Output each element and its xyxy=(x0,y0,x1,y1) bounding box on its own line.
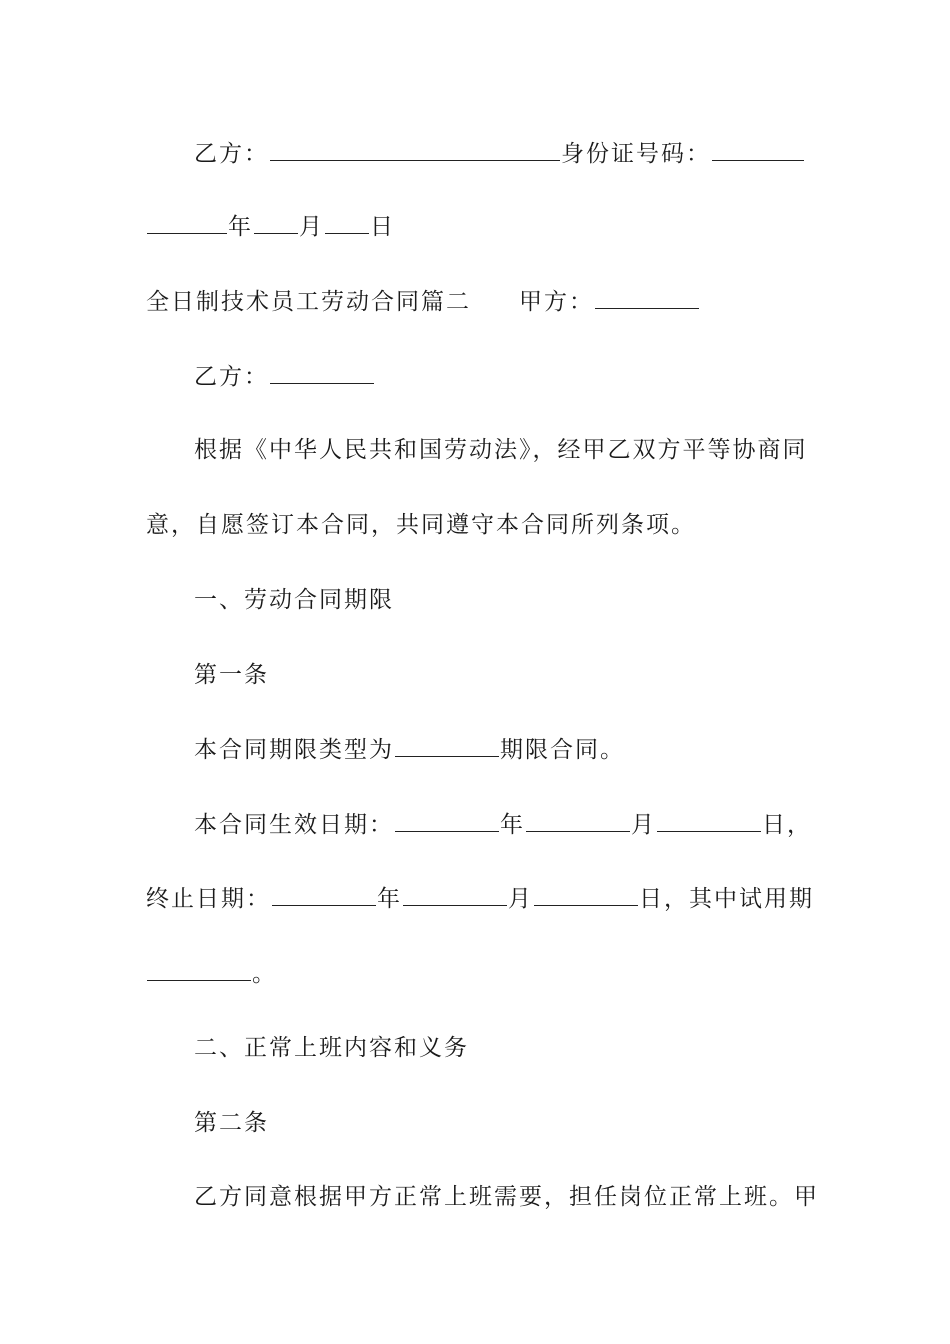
signature-date-line xyxy=(146,211,395,242)
id-number-label: 身份证号码： xyxy=(561,141,711,167)
party-b-label-2: 乙方： xyxy=(194,364,269,390)
month-label: 月 xyxy=(508,886,533,912)
term-type-blank[interactable] xyxy=(395,734,499,757)
year-label: 年 xyxy=(500,812,525,838)
term-type-line xyxy=(194,734,625,765)
article-heading: 第二条 xyxy=(194,1110,269,1136)
section-heading: 一、劳动合同期限 xyxy=(194,587,394,613)
month-blank[interactable] xyxy=(254,211,298,234)
effective-day-blank[interactable] xyxy=(657,809,761,832)
paragraph-line: 意，自愿签订本合同，共同遵守本合同所列条项。 xyxy=(146,512,696,538)
end-month-blank[interactable] xyxy=(403,883,507,906)
id-number-blank[interactable] xyxy=(712,138,804,161)
day-label: 日 xyxy=(370,214,395,240)
period-mark: 。 xyxy=(252,961,277,987)
year-label: 年 xyxy=(377,886,402,912)
contract-title-line xyxy=(146,286,700,317)
term-type-label: 本合同期限类型为 xyxy=(194,737,394,763)
effective-date-label: 本合同生效日期： xyxy=(194,812,394,838)
paragraph-line: 根据《中华人民共和国劳动法》，经甲乙双方平等协商同 xyxy=(194,437,808,463)
effective-year-blank[interactable] xyxy=(395,809,499,832)
end-date-line xyxy=(146,883,814,914)
end-date-label: 终止日期： xyxy=(146,886,271,912)
end-day-blank[interactable] xyxy=(534,883,638,906)
day-and-probation-label: 日，其中试用期 xyxy=(639,886,814,912)
party-b-line xyxy=(194,361,375,392)
party-a-label: 甲方： xyxy=(519,289,594,315)
article-heading: 第一条 xyxy=(194,662,269,688)
end-year-blank[interactable] xyxy=(272,883,376,906)
section-heading: 二、正常上班内容和义务 xyxy=(194,1035,469,1061)
year-blank[interactable] xyxy=(147,211,227,234)
month-label: 月 xyxy=(631,812,656,838)
party-b-blank[interactable] xyxy=(270,138,560,161)
party-b-label: 乙方： xyxy=(194,141,269,167)
probation-line xyxy=(146,958,277,989)
month-label: 月 xyxy=(299,214,324,240)
day-blank[interactable] xyxy=(325,211,369,234)
effective-month-blank[interactable] xyxy=(526,809,630,832)
party-b-id-line xyxy=(194,138,805,169)
contract-title: 全日制技术员工劳动合同篇二 xyxy=(146,289,471,315)
day-label: 日， xyxy=(762,812,812,838)
probation-blank[interactable] xyxy=(147,958,251,981)
term-type-suffix: 期限合同。 xyxy=(500,737,625,763)
party-b-blank-2[interactable] xyxy=(270,361,374,384)
effective-date-line xyxy=(194,809,812,840)
year-label: 年 xyxy=(228,214,253,240)
party-a-blank[interactable] xyxy=(595,286,699,309)
paragraph-line: 乙方同意根据甲方正常上班需要，担任岗位正常上班。甲 xyxy=(194,1184,819,1210)
